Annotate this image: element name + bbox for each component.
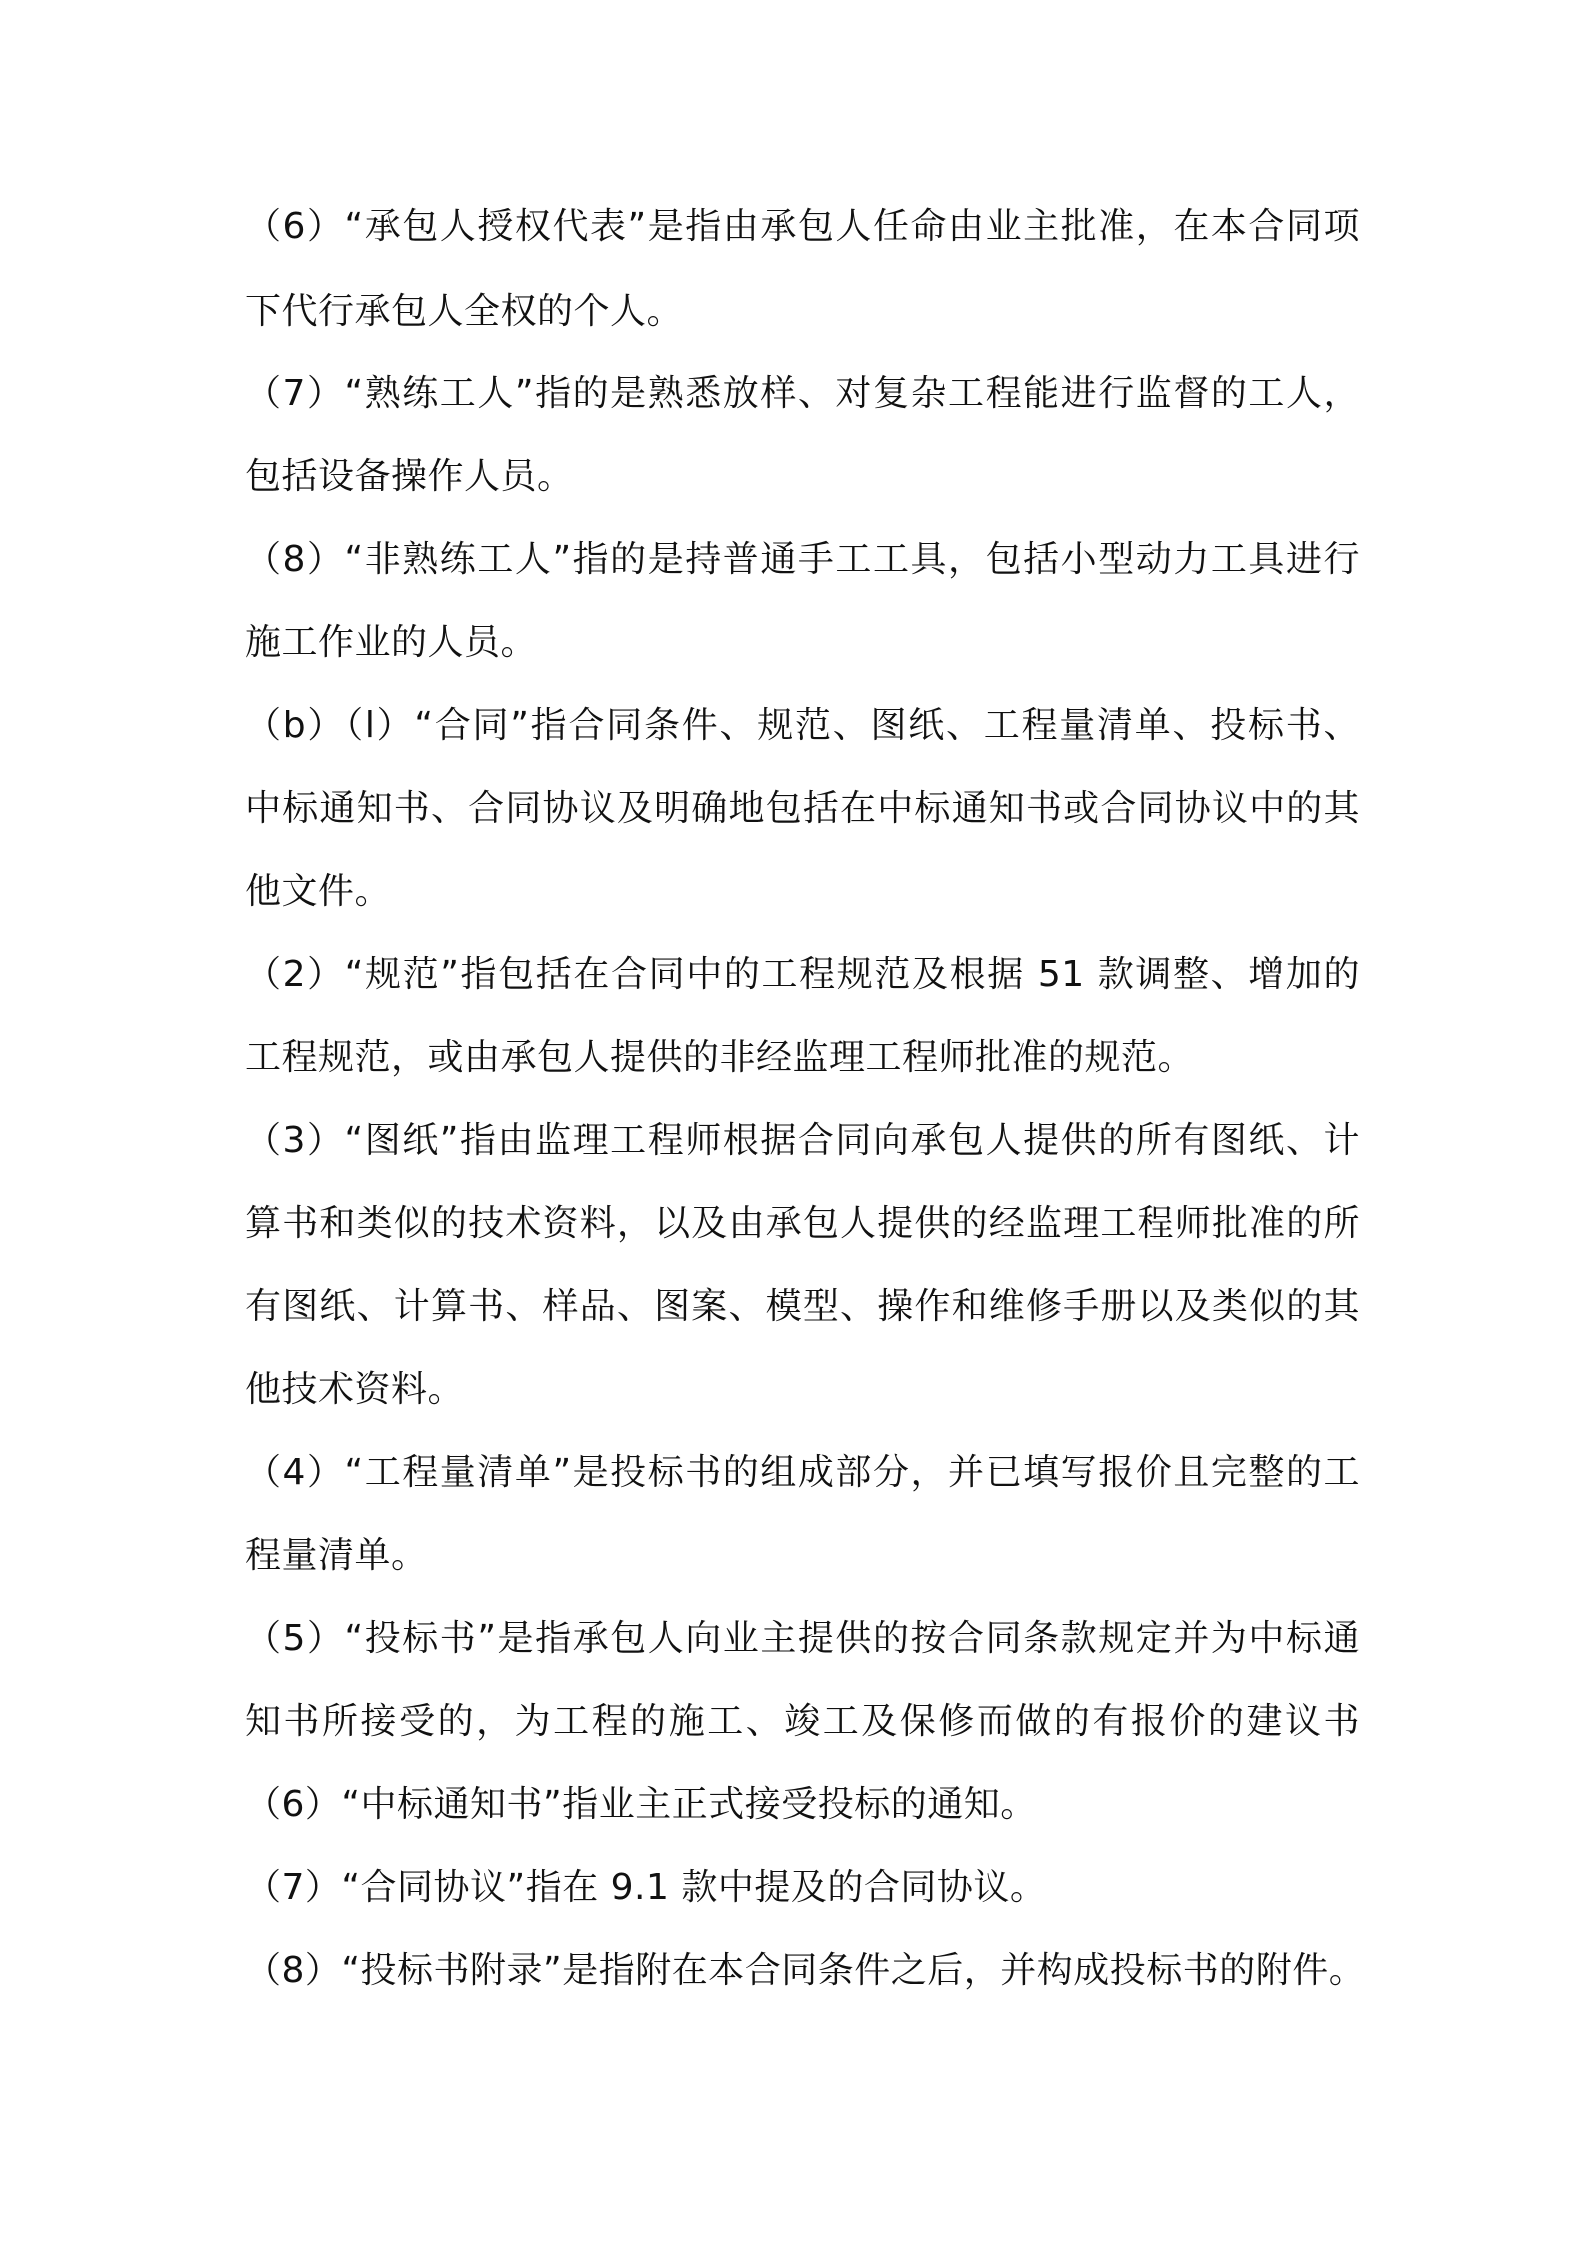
text-line: （4）“工程量清单”是投标书的组成部分，并已填写报价且完整的工	[245, 1452, 1360, 1493]
text-line: 包括设备操作人员。	[245, 456, 574, 497]
text-line: （3）“图纸”指由监理工程师根据合同向承包人提供的所有图纸、计	[245, 1120, 1360, 1161]
text-line: （6）“承包人授权代表”是指由承包人任命由业主批准，在本合同项	[245, 206, 1360, 247]
text-line: 有图纸、计算书、样品、图案、模型、操作和维修手册以及类似的其	[245, 1286, 1360, 1327]
text-line: 下代行承包人全权的个人。	[245, 291, 684, 332]
text-line: 施工作业的人员。	[245, 622, 538, 663]
text-line: 他文件。	[245, 871, 392, 912]
text-line: 知书所接受的，为工程的施工、竣工及保修而做的有报价的建议书	[245, 1701, 1360, 1742]
text-line: （7）“合同协议”指在 9.1 款中提及的合同协议。	[245, 1867, 1047, 1908]
text-line: （7）“熟练工人”指的是熟悉放样、对复杂工程能进行监督的工人，	[245, 373, 1360, 414]
text-line: （5）“投标书”是指承包人向业主提供的按合同条款规定并为中标通	[245, 1618, 1360, 1659]
text-line: 工程规范，或由承包人提供的非经监理工程师批准的规范。	[245, 1037, 1195, 1078]
text-line: 程量清单。	[245, 1535, 428, 1576]
text-line: （b）（l）“合同”指合同条件、规范、图纸、工程量清单、投标书、	[245, 705, 1360, 746]
text-line: 中标通知书、合同协议及明确地包括在中标通知书或合同协议中的其	[245, 788, 1360, 829]
text-line: 算书和类似的技术资料，以及由承包人提供的经监理工程师批准的所	[245, 1203, 1360, 1244]
text-line: （6）“中标通知书”指业主正式接受投标的通知。	[245, 1784, 1037, 1825]
text-line: （8）“非熟练工人”指的是持普通手工工具，包括小型动力工具进行	[245, 539, 1360, 580]
text-line: （8）“投标书附录”是指附在本合同条件之后，并构成投标书的附件。	[245, 1950, 1366, 1991]
text-line: （2）“规范”指包括在合同中的工程规范及根据 51 款调整、增加的	[245, 954, 1360, 995]
text-line: 他技术资料。	[245, 1369, 465, 1410]
